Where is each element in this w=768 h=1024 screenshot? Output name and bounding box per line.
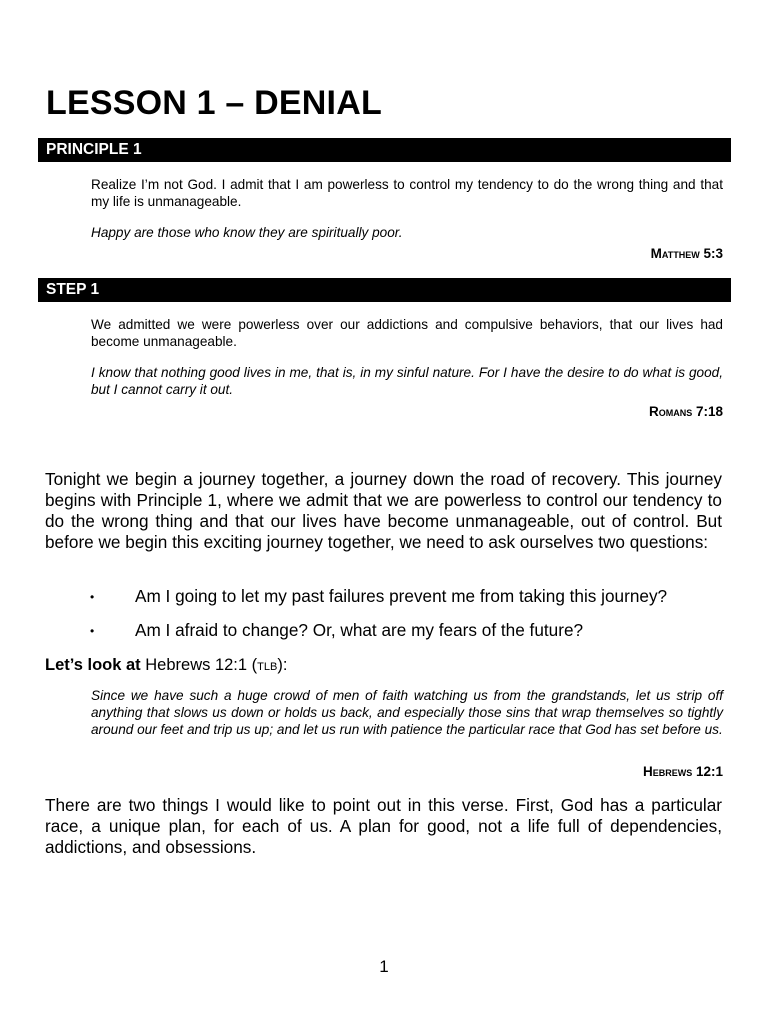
principle-reference: Matthew 5:3 — [650, 246, 723, 261]
bullet-item — [90, 586, 667, 608]
principle-verse: Happy are those who know they are spiritually poor. — [91, 225, 403, 240]
bullet-item — [90, 620, 583, 642]
closing-paragraph: There are two things I would like to point out in this verse. First, God has a particular race, a unique plan, for each of us. A plan for good, not a life full of dependencies, addictions, and obsessions. — [45, 795, 722, 857]
lets-look-reference: Hebrews 12:1 — [145, 656, 248, 674]
lets-look-label: Let’s look at — [45, 656, 141, 674]
step-verse: I know that nothing good lives in me, that is, in my sinful nature. For I have the desire to do what is good, but I cannot carry it out. — [91, 365, 723, 397]
lets-look-line: Let’s look at Hebrews 12:1 (tlb): — [45, 656, 288, 674]
bullet-text: Am I going to let my past failures prevent me from taking this journey? — [135, 586, 668, 606]
principle-header-bar: PRINCIPLE 1 — [38, 138, 731, 162]
bullet-icon: • — [90, 589, 95, 604]
principle-text: Realize I’m not God. I admit that I am powerless to control my tendency to do the wrong thing and that my life is unmanageable. — [91, 177, 723, 209]
step-reference: Romans 7:18 — [648, 404, 723, 419]
bullet-text: Am I afraid to change? Or, what are my fears of the future? — [135, 620, 584, 640]
intro-paragraph: Tonight we begin a journey together, a journey down the road of recovery. This journey begins with Principle 1, where we admit that we are powerless to control our tendency to do the wrong thing and that our lives have become unmanageable, out of control. But before we begin this exciting journey together, we need to ask ourselves two questions: — [45, 469, 722, 552]
page-number: 1 — [379, 957, 389, 976]
step-text: We admitted we were powerless over our addictions and compulsive behaviors, that our lives had become unmanageable. — [91, 317, 723, 349]
bullet-icon: • — [90, 623, 95, 638]
hebrews-reference: Hebrews 12:1 — [642, 764, 723, 779]
hebrews-quote: Since we have such a huge crowd of men of faith watching us from the grandstands, let us strip off anything that slows us down or holds us back, and especially those sins that wrap themselves so tightly around our feet and trip us up; and let us run with patience the particular race that God has set before us. — [91, 688, 723, 737]
bible-version: tlb — [257, 657, 278, 674]
step-header-bar: STEP 1 — [38, 278, 731, 302]
lesson-title: LESSON 1 – DENIAL — [46, 84, 382, 122]
